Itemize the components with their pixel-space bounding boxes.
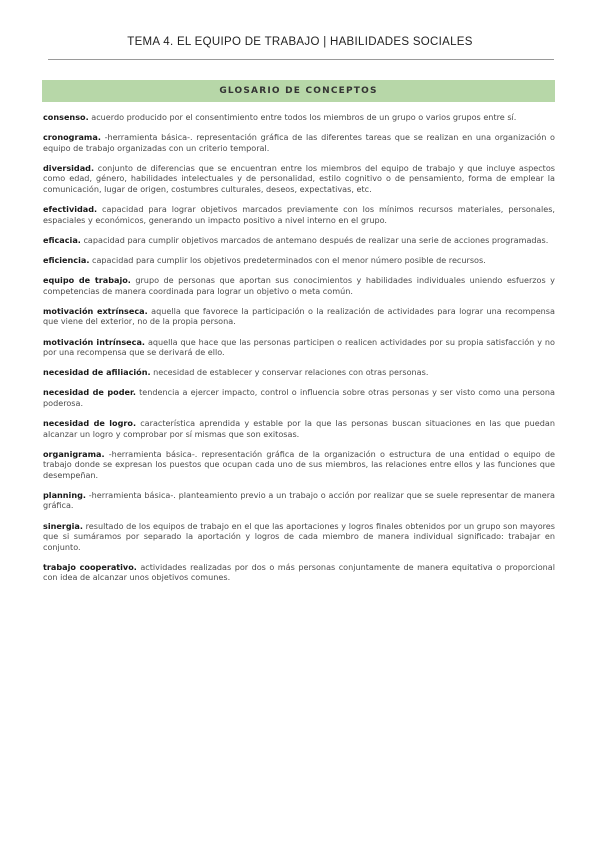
glossary-entry-necesidad-de-poder [43, 387, 555, 408]
glossary-term: efectividad. [43, 204, 98, 215]
glossary-entry-eficacia [43, 235, 555, 246]
glossary-definition: capacidad para cumplir los objetivos predeterminados con el menor número posible de recursos. [92, 254, 486, 265]
glossary-term: motivación intrínseca. [43, 336, 146, 347]
glossary-term: equipo de trabajo. [43, 275, 131, 286]
glossary-definition: capacidad para cumplir objetivos marcados de antemano después de realizar una serie de acciones programadas. [83, 234, 549, 245]
glossary-term: organigrama. [43, 448, 105, 459]
page-header-title: TEMA 4. EL EQUIPO DE TRABAJO | HABILIDADES SOCIALES [127, 36, 473, 48]
glossary-definition: -herramienta básica-. planteamiento previo a un trabajo o acción por realizar que se suele representar de manera gráfica. [43, 489, 555, 511]
glossary-definition: aquella que favorece la participación o la realización de actividades para lograr una recompensa que viene del exterior, no de la propia persona. [43, 305, 555, 327]
glossary-definition: resultado de los equipos de trabajo en el que las aportaciones y logros finales obtenidos por un grupo son mayores que si sumáramos por separado la aportación y logros de cada miembro de manera individual significado: trabajar en conjunto. [43, 520, 555, 552]
glossary-definition: actividades realizadas por dos o más personas conjuntamente de manera equitativa o proporcional con idea de alcanzar unos objetivos comunes. [43, 561, 555, 583]
glossary-entry-trabajo-cooperativo [43, 562, 555, 583]
glossary-entry-efectividad [43, 204, 555, 225]
glossary-entry-eficiencia [43, 255, 555, 266]
glossary-term: eficiencia. [43, 254, 90, 265]
glossary-definition: capacidad para lograr objetivos marcados previamente con los mínimos recursos materiales, personales, espaciales y económicos, generando un impacto positivo a nivel interno en el grupo. [43, 204, 555, 225]
glossary-heading: GLOSARIO DE CONCEPTOS [42, 80, 555, 102]
glossary-definition: necesidad de establecer y conservar relaciones con otras personas. [153, 367, 429, 378]
glossary-definition: acuerdo producido por el consentimiento entre todos los miembros de un grupo o varios grupos entre sí. [91, 112, 517, 122]
glossary-term: necesidad de afiliación. [43, 367, 151, 378]
glossary-term: motivación extrínseca. [43, 305, 148, 316]
glossary-term: cronograma. [43, 132, 101, 143]
glossary-term: planning. [43, 489, 86, 500]
glossary-entry-organigrama [43, 449, 555, 481]
header-divider [48, 59, 554, 60]
glossary-definition: grupo de personas que aportan sus conocimientos y habilidades individuales uniendo esfuerzos y competencias de manera coordinada para lograr un objetivo o meta común. [43, 275, 555, 296]
glossary-term: eficacia. [43, 234, 81, 245]
glossary-definition: característica aprendida y estable por la que las personas buscan situaciones en las que puedan alcanzar un logro y comprobar por sí mismas que son exitosas. [43, 418, 555, 439]
glossary-term: consenso. [43, 112, 89, 122]
glossary-definition: -herramienta básica-. representación gráfica de las diferentes tareas que se realizan en una organización o equipo de trabajo organizadas con un criterio temporal. [43, 132, 555, 153]
glossary-term: sinergia. [43, 520, 83, 531]
glossary-entry-cronograma [43, 132, 555, 153]
glossary-entry-sinergia [43, 521, 555, 553]
glossary-term: trabajo cooperativo. [43, 561, 137, 572]
glossary-entry-diversidad [43, 163, 555, 195]
glossary-entry-necesidad-de-logro [43, 418, 555, 439]
glossary-term: necesidad de poder. [43, 387, 136, 398]
glossary-entry-necesidad-de-afiliacion [43, 367, 555, 378]
glossary-definition: conjunto de diferencias que se encuentran entre los miembros del equipo de trabajo y que incluye aspectos como edad, género, habilidades intelectuales y de personalidad, estilo cognitivo o de pensamiento, forma de emplear la comunicación, lugar de origen, costumbres culturales, deseos, expectativas, etc. [43, 162, 556, 194]
glossary-entry-equipo-de-trabajo [43, 275, 555, 296]
glossary-entry-consenso [43, 112, 555, 123]
glossary-entry-motivacion-extrinseca [43, 306, 555, 327]
glossary-term: diversidad. [43, 162, 95, 173]
glossary-definition: aquella que hace que las personas participen o realicen actividades por su propia satisfacción y no por una recompensa que se derivará de ello. [43, 336, 555, 357]
glossary-entry-motivacion-intrinseca [43, 337, 555, 358]
glossary-definition: tendencia a ejercer impacto, control o influencia sobre otras personas y ser visto como una persona poderosa. [43, 387, 555, 408]
glossary-entry-planning [43, 490, 555, 511]
glossary-list [43, 112, 555, 593]
glossary-definition: -herramienta básica-. representación gráfica de la organización o estructura de una entidad o equipo de trabajo donde se expresan los puestos que ocupan cada uno de sus miembros, las relaciones entre ellos y las funciones que desempeñan. [43, 448, 555, 480]
glossary-term: necesidad de logro. [43, 418, 137, 429]
